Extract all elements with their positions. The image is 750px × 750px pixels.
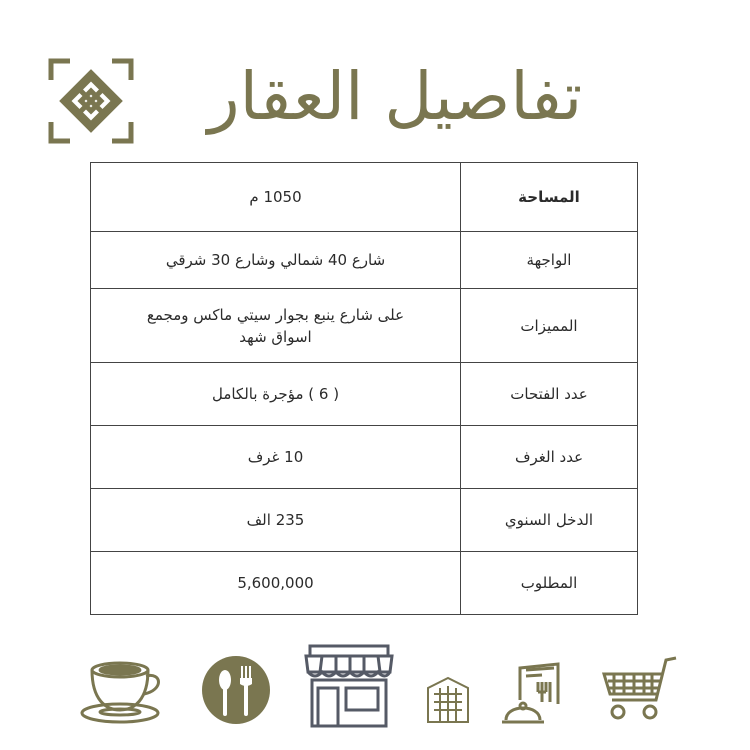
page-title: تفاصيل العقار — [207, 58, 583, 135]
row-value: على شارع ينبع بجوار سيتي ماكس ومجمع اسواق شهد — [91, 289, 461, 363]
row-label: الواجهة — [461, 232, 638, 289]
row-value: شارع 40 شمالي وشارع 30 شرقي — [91, 232, 461, 289]
row-label: عدد الفتحات — [461, 363, 638, 426]
row-label: الدخل السنوي — [461, 489, 638, 552]
row-label: المميزات — [461, 289, 638, 363]
storefront-icon — [302, 644, 396, 730]
details-table — [90, 162, 638, 615]
table-row — [91, 232, 638, 289]
row-value: 1050 م — [91, 163, 461, 232]
table-row — [91, 289, 638, 363]
shopping-cart-icon — [600, 654, 678, 724]
amenity-icons — [0, 638, 750, 738]
food-menu-icon — [498, 660, 570, 730]
row-label: المساحة — [461, 163, 638, 232]
row-value: 10 غرف — [91, 426, 461, 489]
row-value: ( 6 ) مؤجرة بالكامل — [91, 363, 461, 426]
restaurant-icon — [200, 654, 272, 726]
coffee-cup-icon — [78, 656, 174, 726]
table-row — [91, 363, 638, 426]
row-value: 5,600,000 — [91, 552, 461, 615]
table-row — [91, 489, 638, 552]
table-row — [91, 426, 638, 489]
row-value: 235 الف — [91, 489, 461, 552]
building-icon — [424, 674, 472, 724]
header — [0, 0, 750, 160]
table-row — [91, 163, 638, 232]
logo-icon — [48, 58, 134, 144]
row-label: عدد الغرف — [461, 426, 638, 489]
row-label: المطلوب — [461, 552, 638, 615]
table-row — [91, 552, 638, 615]
